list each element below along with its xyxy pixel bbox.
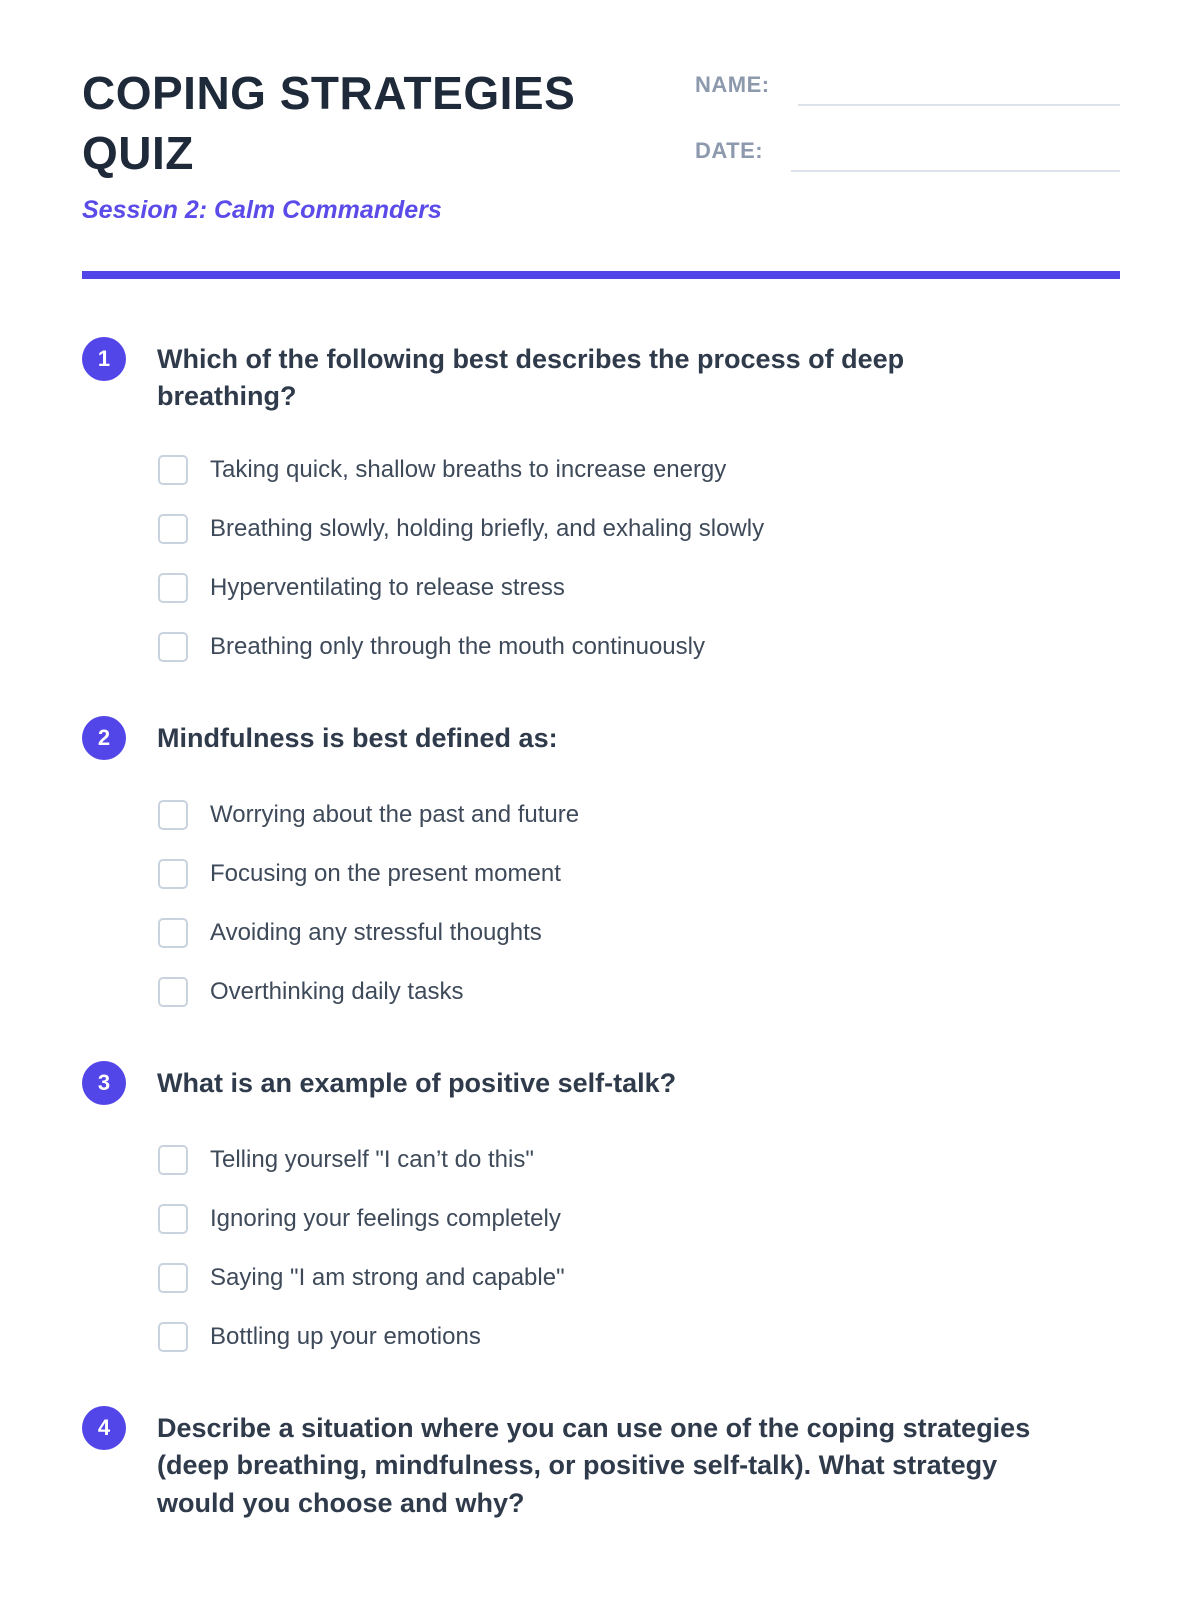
header	[82, 64, 1120, 225]
checkbox[interactable]	[158, 514, 188, 544]
question-number-badge: 4	[82, 1406, 126, 1450]
option-label: Telling yourself "I can’t do this"	[210, 1145, 534, 1173]
option-row[interactable]	[158, 918, 1120, 948]
option-row[interactable]	[158, 1204, 1120, 1234]
checkbox[interactable]	[158, 1263, 188, 1293]
checkbox[interactable]	[158, 918, 188, 948]
option-row[interactable]	[158, 800, 1120, 830]
title-block	[82, 64, 642, 225]
question-text: Which of the following best describes the process of deep breathing?	[157, 343, 905, 411]
name-row	[695, 72, 1120, 98]
date-label: DATE:	[695, 138, 764, 163]
checkbox[interactable]	[158, 455, 188, 485]
question-head	[82, 1061, 1120, 1105]
option-row[interactable]	[158, 455, 1120, 485]
option-label: Saying "I am strong and capable"	[210, 1263, 565, 1291]
option-row[interactable]	[158, 573, 1120, 603]
checkbox[interactable]	[158, 1322, 188, 1352]
question-text: Describe a situation where you can use one of the coping strategies (deep breathing, mindfulness, or positive self-talk). What strategy would you choose and why?	[157, 1413, 1031, 1518]
checkbox[interactable]	[158, 859, 188, 889]
options-list	[158, 800, 1120, 1007]
question-head	[82, 716, 1120, 760]
name-input-line[interactable]	[798, 104, 1120, 106]
question-number-badge: 3	[82, 1061, 126, 1105]
option-label: Focusing on the present moment	[210, 859, 561, 887]
option-row[interactable]	[158, 1263, 1120, 1293]
option-label: Breathing slowly, holding briefly, and exhaling slowly	[210, 514, 765, 542]
date-row	[695, 138, 1120, 164]
option-label: Taking quick, shallow breaths to increase energy	[210, 455, 727, 483]
header-divider	[82, 271, 1120, 279]
question-head	[82, 1406, 1120, 1522]
questions-list	[82, 337, 1120, 1522]
option-label: Avoiding any stressful thoughts	[210, 918, 542, 946]
question-text: What is an example of positive self-talk?	[157, 1068, 677, 1099]
option-label: Breathing only through the mouth continuously	[210, 632, 705, 660]
date-input-line[interactable]	[791, 170, 1120, 172]
page-subtitle: Session 2: Calm Commanders	[82, 195, 442, 224]
option-row[interactable]	[158, 1145, 1120, 1175]
name-label: NAME:	[695, 72, 770, 97]
checkbox[interactable]	[158, 977, 188, 1007]
option-label: Ignoring your feelings completely	[210, 1204, 561, 1232]
option-row[interactable]	[158, 514, 1120, 544]
option-label: Bottling up your emotions	[210, 1322, 481, 1350]
option-row[interactable]	[158, 632, 1120, 662]
checkbox[interactable]	[158, 632, 188, 662]
checkbox[interactable]	[158, 1204, 188, 1234]
page-title: COPING STRATEGIES QUIZ	[82, 67, 576, 179]
question-block	[82, 1406, 1120, 1522]
option-label: Overthinking daily tasks	[210, 977, 464, 1005]
checkbox[interactable]	[158, 573, 188, 603]
option-label: Hyperventilating to release stress	[210, 573, 565, 601]
question-number-badge: 1	[82, 337, 126, 381]
option-row[interactable]	[158, 859, 1120, 889]
question-block	[82, 337, 1120, 663]
option-label: Worrying about the past and future	[210, 800, 580, 828]
question-block	[82, 1061, 1120, 1352]
question-head	[82, 337, 1120, 416]
checkbox[interactable]	[158, 800, 188, 830]
options-list	[158, 455, 1120, 662]
question-text: Mindfulness is best defined as:	[157, 723, 558, 754]
question-number-badge: 2	[82, 716, 126, 760]
question-block	[82, 716, 1120, 1007]
options-list	[158, 1145, 1120, 1352]
checkbox[interactable]	[158, 1145, 188, 1175]
name-date-block	[695, 64, 1120, 164]
option-row[interactable]	[158, 1322, 1120, 1352]
option-row[interactable]	[158, 977, 1120, 1007]
